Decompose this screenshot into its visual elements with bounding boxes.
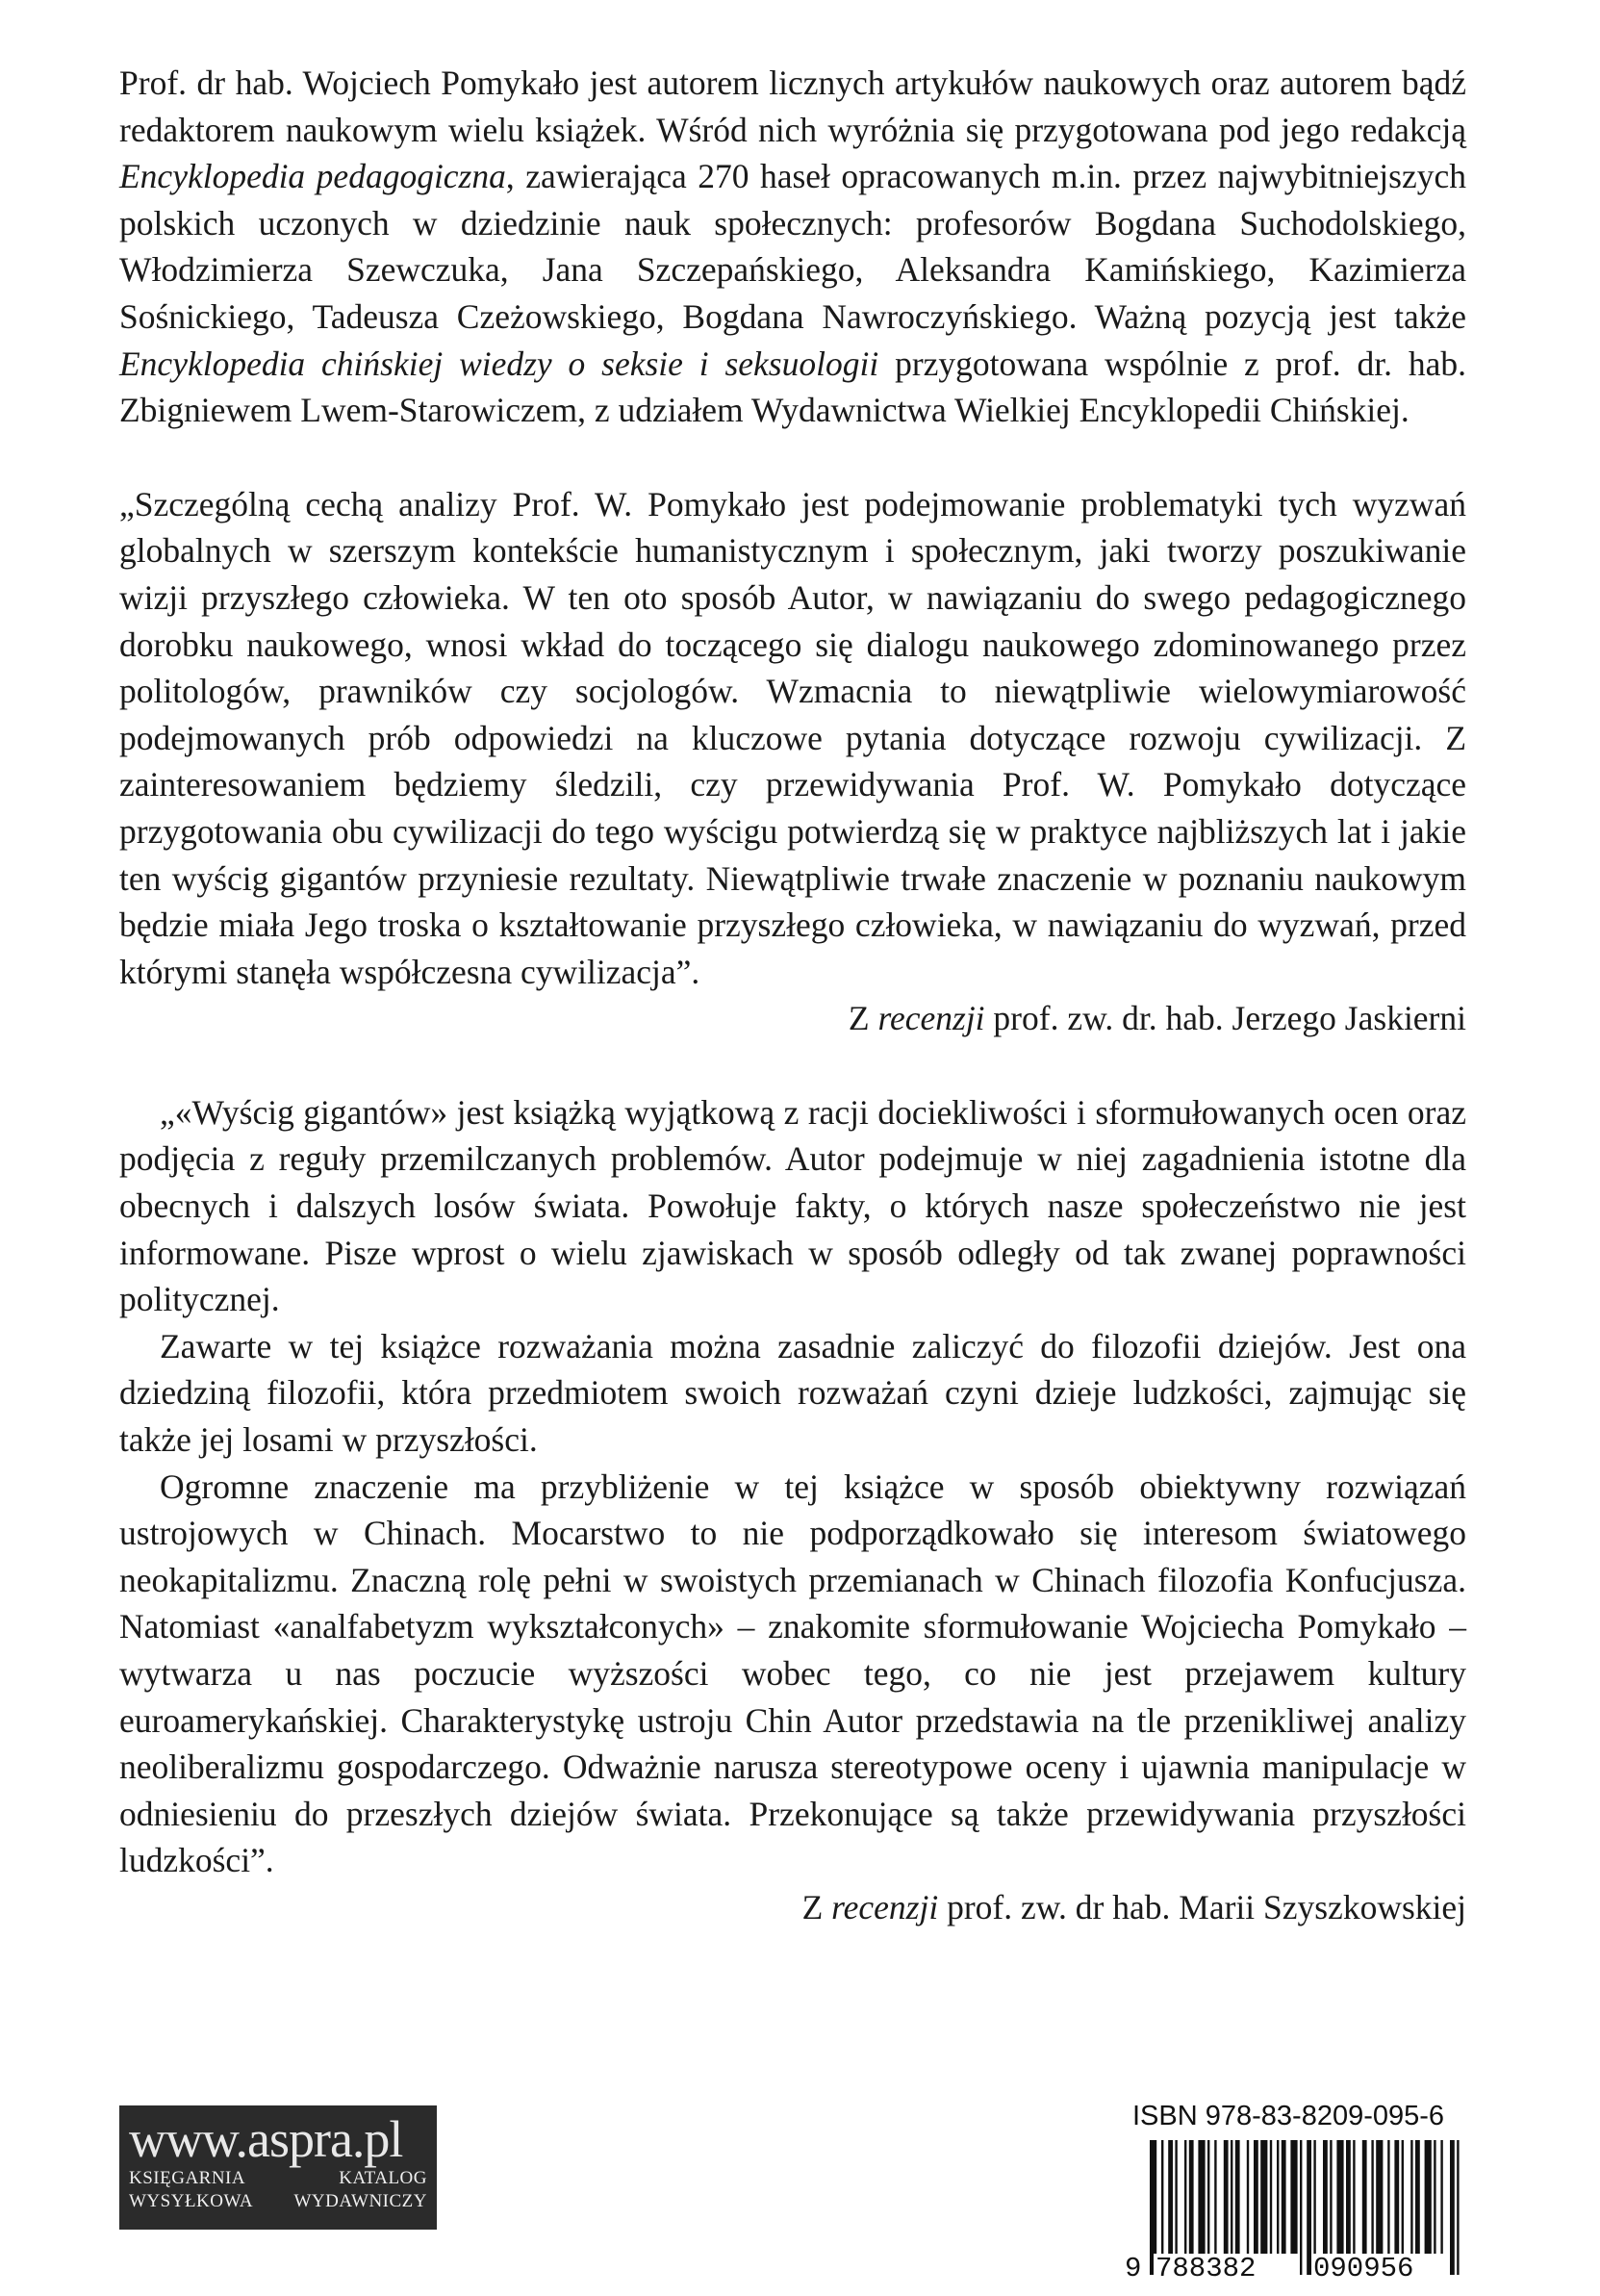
- review-source-jaskiernia: Z recenzji prof. zw. dr. hab. Jerzego Jaskierni: [848, 999, 1466, 1038]
- publisher-logo: [119, 2105, 437, 2230]
- barcode: [1123, 2140, 1469, 2284]
- barcode-digit-first: 9: [1125, 2253, 1142, 2284]
- book-title-encyclopedia: Encyklopedia pedagogiczna: [119, 157, 506, 196]
- publisher-label-left-bottom: WYSYŁKOWA: [129, 2191, 254, 2211]
- review-source-szyszkowska: Z recenzji prof. zw. dr hab. Marii Szyszkowskiej: [801, 1887, 1466, 1926]
- isbn-barcode-block: [1123, 2100, 1469, 2284]
- book-title-chinese-encyclopedia: Encyklopedia chińskiej wiedzy o seksie i seksuologii: [119, 344, 879, 383]
- publisher-url: www.aspra.pl: [129, 2110, 403, 2168]
- review-quote-szyszkowska-p2: Zawarte w tej książce rozważania można zasadnie zaliczyć do filozofii dziejów. Jest ona dziedziną filozofii, która przedmiotem swoich rozważań czyni dzieje ludzkości, zajmując się także jej losami w przyszłości.: [119, 1326, 1466, 1460]
- barcode-digits-left: 788382: [1156, 2253, 1257, 2284]
- barcode-digits: [1123, 2254, 1469, 2288]
- barcode-digits-right: 090956: [1313, 2253, 1414, 2284]
- intro-paragraph: Prof. dr hab. Wojciech Pomykało jest autorem licznych artykułów naukowych oraz autorem bądź redaktorem naukowym wielu książek. Wśród nich wyróżnia się przygotowana pod jego redakcją Encyklopedia pedagogiczna, zawierająca 270 haseł opracowanych m.in. przez najwybitniejszych polskich uczonych w dziedzinie nauk społecznych: profesorów Bogdana Suchodolskiego, Włodzimierza Szewczuka, Jana Szczepańskiego, Aleksandra Kamińskiego, Kazimierza Sośnickiego, Tadeusza Czeżowskiego, Bogdana Nawroczyńskiego. Ważną pozycją jest także Encyklopedia chińskiej wiedzy o seksie i seksuologii przygotowana wspólnie z prof. dr. hab. Zbigniewem Lwem-Starowiczem, z udziałem Wydawnictwa Wielkiej Encyklopedii Chińskiej.: [119, 64, 1467, 430]
- review-quote-jaskiernia: „Szczególną cechą analizy Prof. W. Pomykało jest podejmowanie problematyki tych wyzwań globalnych w szerszym kontekście humanistycznym i społecznym, jaki tworzy poszukiwanie wizji przyszłego człowieka. W ten oto sposób Autor, w nawiązaniu do swego pedagogicznego dorobku naukowego, wnosi wkład do toczącego się dialogu naukowego zdominowanego przez politologów, prawników czy socjologów. Wzmacnia to niewątpliwie wielowymiarowość podejmowanych prób odpowiedzi na kluczowe pytania dotyczące rozwoju cywilizacji. Z zainteresowaniem będziemy śledzili, czy przewidywania Prof. W. Pomykało dotyczące przygotowania obu cywilizacji do tego wyścigu potwierdzą się w praktyce najbliższych lat i jakie ten wyścig gigantów przyniesie rezultaty. Niewątpliwie trwałe znaczenie w poznaniu naukowym będzie miała Jego troska o kształtowanie przyszłego człowieka, w nawiązaniu do wyzwań, przed którymi stanęła współczesna cywilizacja”.: [119, 484, 1466, 991]
- back-cover-text: [119, 60, 1466, 1931]
- isbn-label: ISBN 978-83-8209-095-6: [1132, 2101, 1445, 2131]
- review-quote-szyszkowska-p3: Ogromne znaczenie ma przybliżenie w tej książce w sposób obiektywny rozwiązań ustrojowych w Chinach. Mocarstwo to nie podporządkowało się interesom światowego neokapitalizmu. Znaczną rolę pełni w swoistych przemianach w Chinach filozofia Konfucjusza. Natomiast «analfabetyzm wykształconych» – znakomite sformułowanie Wojciecha Pomykało – wytwarza u nas poczucie wyższości wobec tego, co nie jest przejawem kultury euroamerykańskiej. Charakterystykę ustroju Chin Autor przedstawia na tle przenikliwej analizy neoliberalizmu gospodarczego. Odważnie narusza stereotypowe oceny i ujawnia manipulacje w odniesieniu do przeszłych dziejów świata. Przekonujące są także przewidywania przyszłości ludzkości”.: [119, 1467, 1466, 1880]
- publisher-label-right-bottom: WYDAWNICZY: [293, 2191, 427, 2211]
- review-quote-szyszkowska-p1: „«Wyścig gigantów» jest książką wyjątkową z racji dociekliwości i sformułowanych ocen oraz podjęcia z reguły przemilczanych problemów. Autor podejmuje w niej zagadnienia istotne dla obecnych i dalszych losów świata. Powołuje fakty, o których nasze społeczeństwo nie jest informowane. Pisze wprost o wielu zjawiskach w sposób odległy od tak zwanej poprawności politycznej.: [119, 1092, 1466, 1319]
- publisher-label-left-top: KSIĘGARNIA: [129, 2168, 246, 2188]
- publisher-label-right-top: KATALOG: [339, 2168, 427, 2188]
